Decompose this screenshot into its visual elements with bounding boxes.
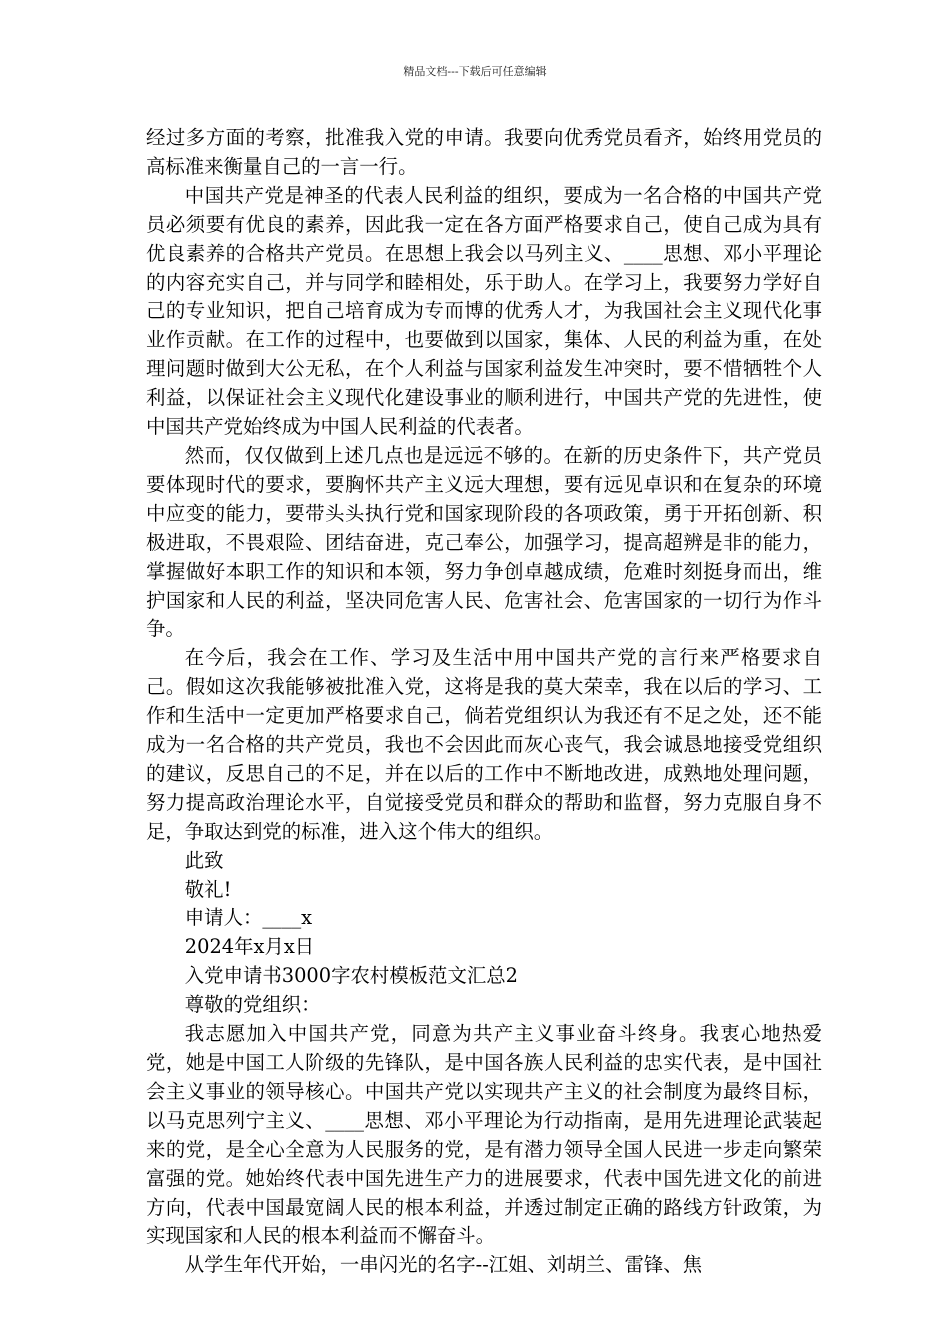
document-body	[146, 124, 822, 1280]
application-date: 2024年x月x日	[184, 935, 315, 959]
closing-salutation: 此致	[184, 848, 224, 872]
paragraph-3: 然而，仅仅做到上述几点也是远远不够的。在新的历史条件下，共产党员要体现时代的要求，要胸怀共产主义远大理想，要有远见卓识和在复杂的环境中应变的能力，要带头头执行党和国家现阶段的各项政策，勇于开拓创新、积极进取，不畏艰险、团结奋进，克己奉公，加强学习，提高超辨是非的能力，掌握做好本职工作的知识和本领，努力争创卓越成绩，危难时刻挺身而出，维护国家和人民的利益，坚决同危害人民、危害社会、危害国家的一切行为作斗争。	[146, 443, 822, 641]
page-header: 精品文档---下载后可任意编辑	[403, 65, 547, 78]
salutation: 尊敬的党组织：	[184, 993, 321, 1017]
section-title: 入党申请书3000字农村模板范文汇总2	[184, 964, 518, 988]
closing-regards: 敬礼!	[184, 877, 232, 901]
paragraph-2: 中国共产党是神圣的代表人民利益的组织，要成为一名合格的中国共产党员必须要有优良的素养，因此我一定在各方面严格要求自己，使自己成为具有优良素养的合格共产党员。在思想上我会以马列主义、____思想、邓小平理论的内容充实自己，并与同学和睦相处，乐于助人。在学习上，我要努力学好自己的专业知识，把自己培育成为专而博的优秀人才，为我国社会主义现代化事业作贡献。在工作的过程中，也要做到以国家，集体、人民的利益为重，在处理问题时做到大公无私，在个人利益与国家利益发生冲突时，要不惜牺牲个人利益，以保证社会主义现代化建设事业的顺利进行，中国共产党的先进性，使中国共产党始终成为中国人民利益的代表者。	[146, 183, 822, 439]
paragraph-4: 在今后，我会在工作、学习及生活中用中国共产党的言行来严格要求自己。假如这次我能够被批准入党，这将是我的莫大荣幸，我在以后的学习、工作和生活中一定更加严格要求自己，倘若党组织认为我还有不足之处，还不能成为一名合格的共产党员，我也不会因此而灰心丧气，我会诚恳地接受党组织的建议，反思自己的不足，并在以后的工作中不断地改进，成熟地处理问题，努力提高政治理论水平，自觉接受党员和群众的帮助和监督，努力克服自身不足，争取达到党的标准，进入这个伟大的组织。	[146, 646, 822, 843]
paragraph-5: 我志愿加入中国共产党，同意为共产主义事业奋斗终身。我衷心地热爱党，她是中国工人阶级的先锋队，是中国各族人民利益的忠实代表，是中国社会主义事业的领导核心。中国共产党以实现共产主义的社会制度为最终目标，以马克思列宁主义、____思想、邓小平理论为行动指南，是用先进理论武装起来的党，是全心全意为人民服务的党，是有潜力领导全国人民进一步走向繁荣富强的党。她始终代表中国先进生产力的进展要求，代表中国先进文化的前进方向，代表中国最宽阔人民的根本利益，并透过制定正确的路线方针政策，为实现国家和人民的根本利益而不懈奋斗。	[146, 1022, 822, 1248]
paragraph-6: 从学生年代开始，一串闪光的名字--江姐、刘胡兰、雷锋、焦	[184, 1253, 703, 1277]
applicant-signature: 申请人：____x	[184, 906, 313, 930]
paragraph-1: 经过多方面的考察，批准我入党的申请。我要向优秀党员看齐，始终用党员的高标准来衡量自己的一言一行。	[146, 126, 822, 178]
